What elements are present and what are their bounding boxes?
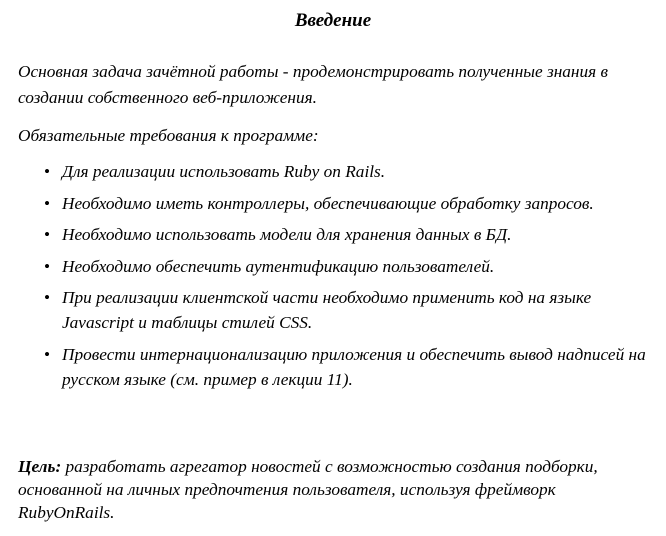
bullet-icon: • bbox=[44, 225, 51, 244]
requirement-text: Необходимо обеспечить аутентификацию пользователей. bbox=[62, 256, 495, 276]
requirement-item bbox=[0, 191, 666, 216]
requirement-text: Провести интернационализацию приложения и обеспечить вывод надписей на русском языке (см. пример в лекции 11). bbox=[62, 344, 646, 389]
requirement-text: Для реализации использовать Ruby on Rails. bbox=[62, 162, 386, 181]
page-title: Введение bbox=[294, 10, 372, 31]
requirement-item bbox=[0, 159, 666, 184]
requirement-item bbox=[0, 285, 666, 335]
requirement-text: Необходимо иметь контроллеры, обеспечивающие обработку запросов. bbox=[62, 193, 594, 213]
bullet-icon: • bbox=[44, 288, 51, 307]
goal-paragraph bbox=[18, 455, 653, 524]
bullet-icon: • bbox=[44, 162, 51, 181]
requirement-text: Необходимо использовать модели для хранения данных в БД. bbox=[62, 225, 512, 244]
bullet-icon: • bbox=[44, 344, 51, 364]
requirement-text: При реализации клиентской части необходимо применить код на языке Javascript и таблицы стилей CSS. bbox=[62, 288, 592, 332]
requirement-item bbox=[0, 254, 666, 279]
requirement-item bbox=[0, 222, 666, 247]
requirements-list bbox=[0, 159, 666, 398]
goal-label: Цель: bbox=[18, 457, 62, 476]
bullet-icon: • bbox=[44, 193, 51, 213]
requirements-heading: Обязательные требования к программе: bbox=[18, 126, 319, 145]
goal-text: разработать агрегатор новостей с возможностью создания подборки, основанной на личных предпочтения пользователя, используя фреймворк RubyOnRails. bbox=[18, 457, 598, 522]
intro-paragraph: Основная задача зачётной работы - продемонстрировать полученные знания в создании собственного веб-приложения. bbox=[18, 62, 609, 107]
bullet-icon: • bbox=[44, 256, 51, 276]
requirement-item bbox=[0, 342, 666, 392]
